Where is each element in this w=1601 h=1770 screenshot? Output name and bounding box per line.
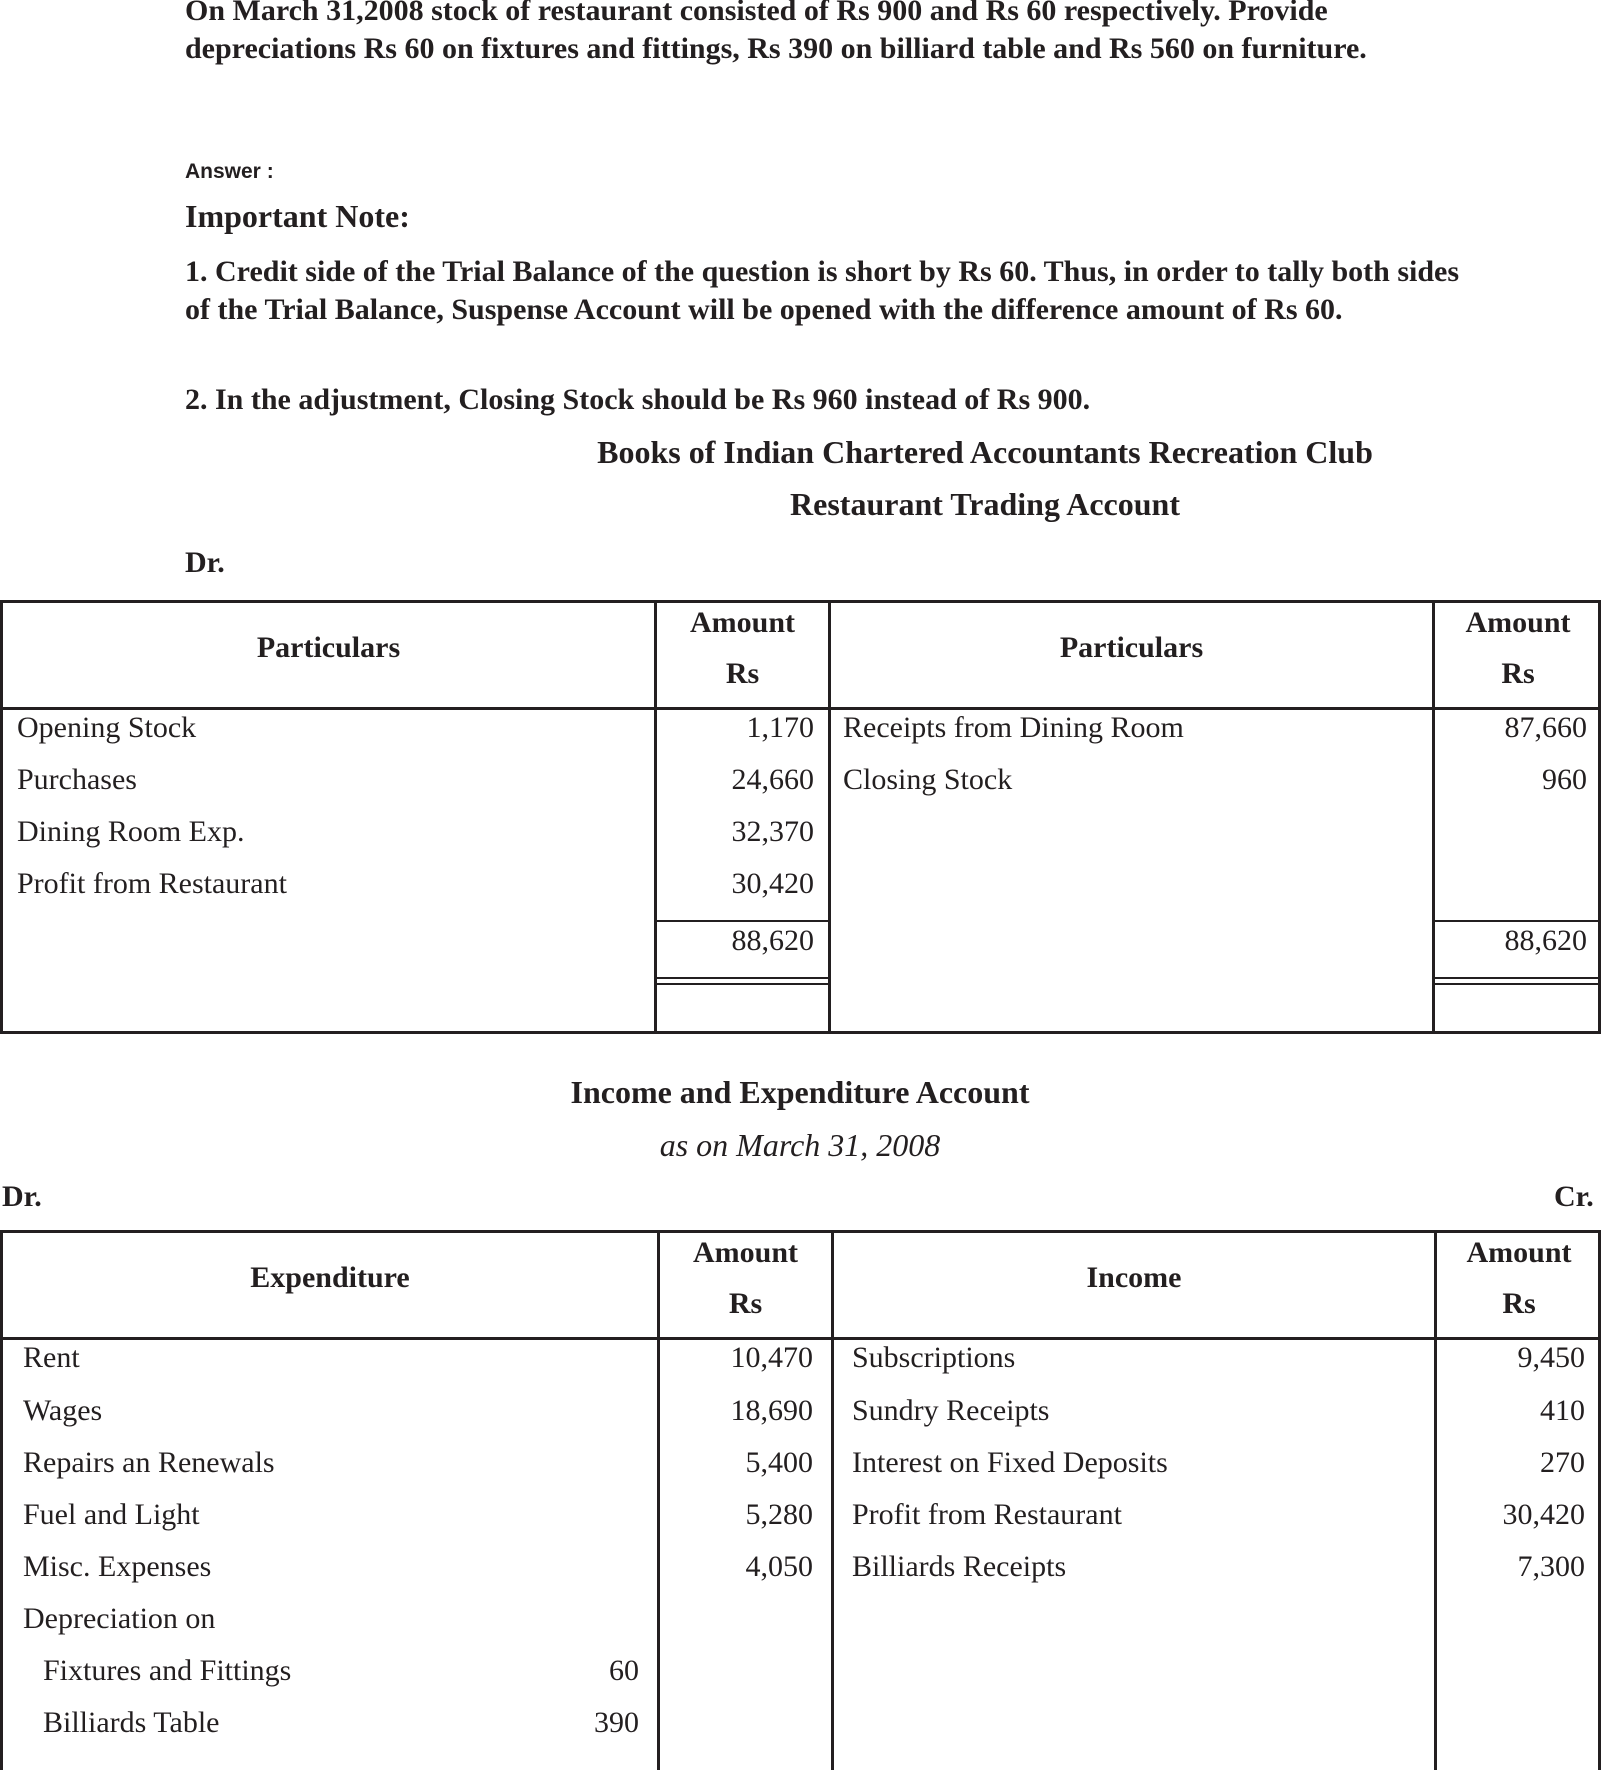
ie-depreciation-label: Billiards Table xyxy=(43,1706,220,1739)
income-expenditure-title: Income and Expenditure Account xyxy=(570,1074,1030,1110)
ie-expenditure-label: Misc. Expenses xyxy=(23,1550,212,1583)
note-1: 1. Credit side of the Trial Balance of the question is short by Rs 60. Thus, in order to tally both sides of the Trial Balance, Suspense Account will be opened with the difference amount of Rs 60. xyxy=(185,255,1460,326)
ie-expenditure-amount: 5,400 xyxy=(745,1446,813,1479)
trading-header-rs-left: Rs xyxy=(725,657,760,690)
ie-income-label: Profit from Restaurant xyxy=(852,1498,1122,1531)
trading-credit-label: Closing Stock xyxy=(843,763,1013,796)
ie-header-amount-right: Amount xyxy=(1466,1236,1572,1269)
ie-header-rs-left: Rs xyxy=(728,1287,763,1320)
ie-income-label: Billiards Receipts xyxy=(852,1550,1067,1583)
ie-header-amount-left: Amount xyxy=(692,1236,798,1269)
ie-expenditure-label: Fuel and Light xyxy=(23,1498,200,1531)
trading-header-particulars-left: Particulars xyxy=(256,631,401,664)
ie-income-amount: 270 xyxy=(1540,1446,1585,1479)
trading-dr-label: Dr. xyxy=(185,546,225,579)
ie-income-amount: 9,450 xyxy=(1517,1341,1585,1374)
note-2: 2. In the adjustment, Closing Stock should be Rs 960 instead of Rs 900. xyxy=(185,383,1091,416)
income-expenditure-table xyxy=(0,1230,1601,1770)
trading-debit-total: 88,620 xyxy=(731,924,814,957)
trading-debit-amount: 1,170 xyxy=(746,711,814,744)
ie-expenditure-amount: 18,690 xyxy=(730,1394,813,1427)
trading-credit-total: 88,620 xyxy=(1504,924,1587,957)
books-title: Books of Indian Chartered Accountants Recreation Club xyxy=(597,434,1373,470)
trading-header-amount-left: Amount xyxy=(689,606,795,639)
trading-debit-label: Opening Stock xyxy=(17,711,197,744)
trading-debit-label: Purchases xyxy=(17,763,137,796)
ie-income-label: Subscriptions xyxy=(852,1341,1016,1374)
ie-expenditure-amount: 5,280 xyxy=(745,1498,813,1531)
trading-debit-label: Profit from Restaurant xyxy=(17,867,287,900)
ie-header-rs-right: Rs xyxy=(1502,1287,1536,1320)
ie-income-amount: 7,300 xyxy=(1517,1550,1585,1583)
ie-dr-label: Dr. xyxy=(2,1180,42,1213)
trading-debit-amount: 24,660 xyxy=(731,763,814,796)
answer-label: Answer : xyxy=(185,160,274,183)
question-text: On March 31,2008 stock of restaurant consisted of Rs 900 and Rs 60 respectively. Provide depreciations Rs 60 on fixtures and fittings, Rs 390 on billiard table and Rs 560 on furniture. xyxy=(185,0,1367,65)
ie-income-label: Sundry Receipts xyxy=(852,1394,1050,1427)
trading-account-table xyxy=(0,600,1601,1034)
trading-header-particulars-right: Particulars xyxy=(1059,631,1204,664)
ie-expenditure-amount: 10,470 xyxy=(730,1341,813,1374)
trading-debit-amount: 32,370 xyxy=(731,815,814,848)
trading-credit-amount: 960 xyxy=(1542,763,1587,796)
trading-credit-label: Receipts from Dining Room xyxy=(843,711,1184,744)
ie-income-label: Interest on Fixed Deposits xyxy=(852,1446,1168,1479)
ie-expenditure-label: Repairs an Renewals xyxy=(23,1446,275,1479)
trading-credit-amount: 87,660 xyxy=(1504,711,1587,744)
ie-header-income: Income xyxy=(1086,1261,1182,1294)
ie-expenditure-label: Depreciation on xyxy=(23,1602,216,1635)
ie-cr-label: Cr. xyxy=(1554,1180,1594,1213)
trading-header-rs-right: Rs xyxy=(1501,657,1535,690)
trading-header-amount-right: Amount xyxy=(1465,606,1571,639)
trading-account-title: Restaurant Trading Account xyxy=(790,486,1180,522)
ie-expenditure-label: Wages xyxy=(23,1394,103,1427)
important-note-heading: Important Note: xyxy=(185,198,410,234)
ie-depreciation-amount: 60 xyxy=(609,1654,639,1687)
ie-expenditure-amount: 4,050 xyxy=(745,1550,813,1583)
ie-income-amount: 30,420 xyxy=(1502,1498,1585,1531)
ie-header-expenditure: Expenditure xyxy=(250,1261,410,1294)
trading-debit-label: Dining Room Exp. xyxy=(17,815,245,848)
ie-expenditure-label: Rent xyxy=(23,1341,80,1374)
ie-depreciation-label: Fixtures and Fittings xyxy=(43,1654,292,1687)
ie-income-amount: 410 xyxy=(1540,1394,1585,1427)
income-expenditure-subtitle: as on March 31, 2008 xyxy=(659,1127,941,1163)
ie-depreciation-amount: 390 xyxy=(594,1706,639,1739)
trading-debit-amount: 30,420 xyxy=(731,867,814,900)
